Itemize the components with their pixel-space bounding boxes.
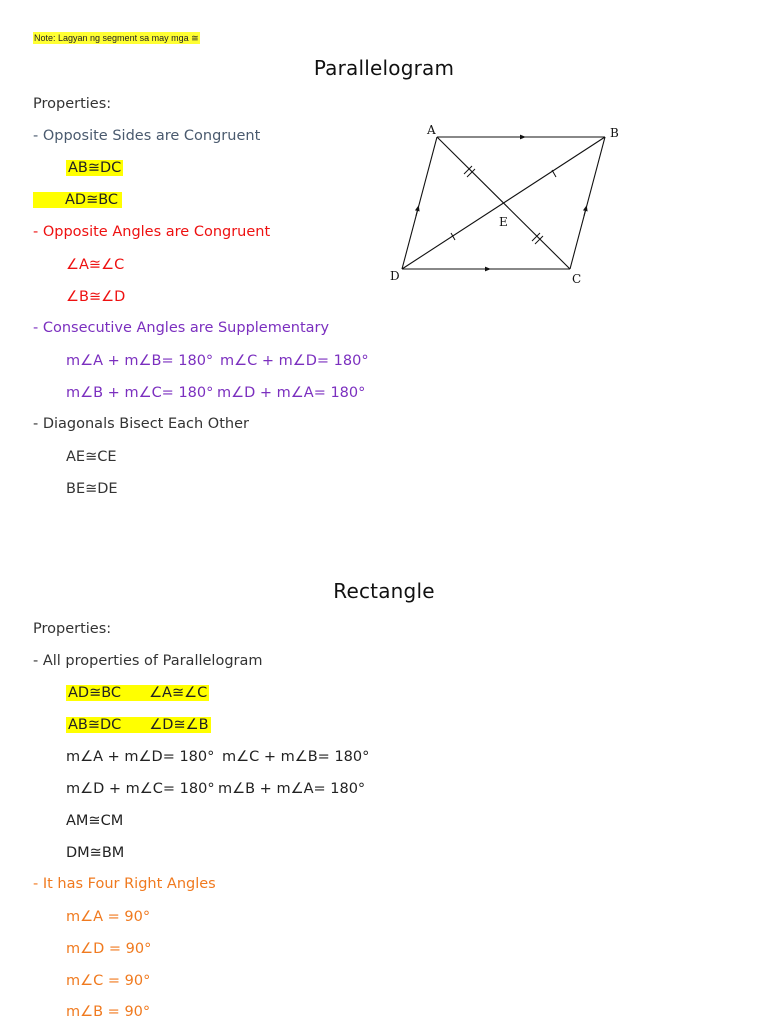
opposite-sides-item: AD≅BC [66,190,122,210]
rect-diag-item: AM≅CM [66,813,124,829]
rectangle-properties-label: Properties: [33,621,112,637]
opposite-sides-heading: - Opposite Sides are Congruent [33,128,261,144]
vertex-label-e: E [499,215,508,229]
diagonals-heading: - Diagonals Bisect Each Other [33,416,249,432]
parallelogram-figure [385,120,625,290]
note-banner: Note: Lagyan ng segment sa may mga ≅ [34,33,199,43]
opposite-sides-item: AB≅DC [68,160,122,176]
vertex-label-b: B [610,126,619,140]
right-angles-heading: - It has Four Right Angles [33,876,216,892]
consecutive-angles-eq: m∠A + m∠B= 180° [66,353,214,369]
opposite-angles-heading: - Opposite Angles are Congruent [33,224,271,240]
consecutive-angles-eq: m∠D + m∠A= 180° [217,385,366,401]
right-angle-item: m∠C = 90° [66,973,151,989]
consecutive-angles-eq: m∠B + m∠C= 180° [66,385,214,401]
right-angle-item: m∠D = 90° [66,941,152,957]
vertex-label-c: C [572,272,582,286]
vertex-label-d: D [390,269,400,283]
diagonals-item: BE≅DE [66,481,118,497]
rect-angle-eq: m∠D + m∠C= 180° [66,781,215,797]
rect-angle-eq: m∠B + m∠A= 180° [218,781,366,797]
rectangle-title: Rectangle [333,579,435,603]
opposite-angles-item: ∠B≅∠D [66,289,126,305]
rect-congruence-row: AD≅BC ∠A≅∠C [68,685,208,701]
all-props-heading: - All properties of Parallelogram [33,653,263,669]
right-angle-item: m∠A = 90° [66,909,151,925]
parallel-arrow [584,208,586,216]
diagonal-db [402,137,605,269]
diagonals-item: AE≅CE [66,449,117,465]
consecutive-angles-heading: - Consecutive Angles are Supplementary [33,320,330,336]
vertex-label-a: A [427,123,436,137]
parallelogram-properties-label: Properties: [33,96,112,112]
opposite-angles-item: ∠A≅∠C [66,257,125,273]
parallel-arrow [416,208,418,216]
parallelogram-title: Parallelogram [313,56,455,80]
consecutive-angles-eq: m∠C + m∠D= 180° [220,353,369,369]
tick-eb [552,170,556,177]
rect-congruence-row: AB≅DC ∠D≅∠B [68,717,209,733]
rect-angle-eq: m∠A + m∠D= 180° [66,749,215,765]
right-angle-item: m∠B = 90° [66,1004,151,1020]
rect-angle-eq: m∠C + m∠B= 180° [222,749,370,765]
rect-diag-item: DM≅BM [66,845,125,861]
